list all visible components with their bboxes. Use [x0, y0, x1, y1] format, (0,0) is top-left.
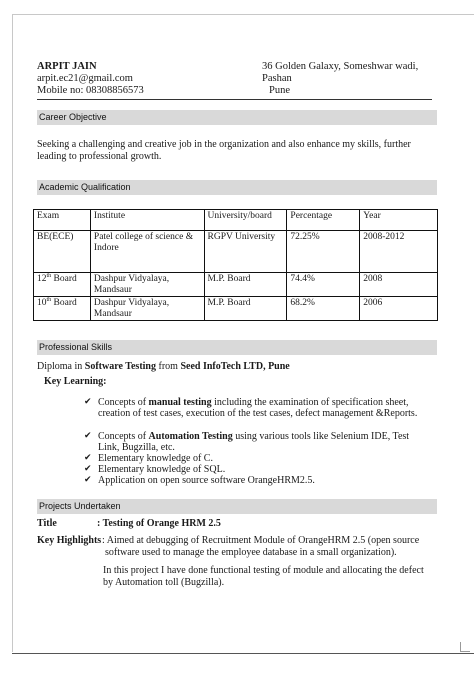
list-item — [84, 397, 444, 419]
highlight-1 — [102, 535, 445, 559]
section-professional-skills: Professional Skills — [37, 340, 437, 355]
skills-list-a — [84, 397, 444, 419]
cell-board: RGPV University — [204, 231, 287, 273]
col-header-exam: Exam — [34, 210, 91, 231]
address-block — [262, 61, 442, 97]
section-projects-undertaken: Projects Undertaken — [37, 499, 437, 514]
table-row — [34, 273, 438, 297]
contact-block — [37, 61, 144, 97]
col-header-percentage: Percentage — [287, 210, 360, 231]
checkmark-icon: ✔ — [84, 431, 92, 441]
cell-exam: BE(ECE) — [34, 231, 91, 273]
section-career-objective: Career Objective — [37, 110, 437, 125]
cell-institute — [90, 297, 204, 321]
address-line-2: Pune — [269, 85, 290, 96]
diploma-prefix: Diploma in — [37, 361, 85, 372]
institute-line-2: Mandsaur — [93, 284, 132, 295]
career-line-1: Seeking a challenging and creative job in the organization and also enhance my skills, further — [37, 139, 411, 150]
mobile-text: Mobile no: 08308856573 — [37, 85, 144, 96]
bullet-text: Elementary knowledge of C. — [98, 453, 213, 464]
bullet-bold: manual testing — [148, 397, 212, 408]
highlight-1-line-1: : Aimed at debugging of Recruitment Module of OrangeHRM 2.5 (open source — [102, 535, 420, 546]
institute-line-1: Dashpur Vidyalaya, — [93, 298, 170, 308]
page-border-top — [12, 14, 474, 15]
cell-institute — [90, 231, 204, 273]
institute-line-1: Patel college of science & — [93, 232, 194, 242]
cell-percentage: 68.2% — [287, 297, 360, 321]
project-title-label: Title — [37, 518, 57, 529]
list-item — [84, 464, 444, 475]
exam-board: Board — [51, 298, 77, 308]
highlight-2-line-1: In this project I have done functional testing of module and allocating the defect — [103, 565, 424, 576]
skills-list-b — [84, 431, 444, 486]
key-highlights-label: Key Highlights — [37, 535, 102, 546]
list-item — [84, 475, 444, 486]
highlight-2 — [103, 565, 443, 589]
bullet-text: Concepts of — [98, 431, 149, 442]
section-academic-qualification: Academic Qualification — [37, 180, 437, 195]
header-divider — [37, 99, 432, 100]
bullet-text: creation of test cases, execution of the test cases, defect management &Reports. — [98, 408, 418, 419]
exam-number: 10 — [37, 298, 47, 308]
page-border-bottom — [12, 653, 474, 654]
career-objective-text — [37, 139, 442, 163]
page-border-left — [12, 14, 13, 652]
cell-year: 2008-2012 — [360, 231, 438, 273]
col-header-university: University/board — [204, 210, 287, 231]
key-learning-label: Key Learning: — [44, 376, 107, 387]
highlight-2-line-2: by Automation toll (Bugzilla). — [103, 577, 225, 588]
cell-year: 2006 — [360, 297, 438, 321]
table-header-row — [34, 210, 438, 231]
cell-year: 2008 — [360, 273, 438, 297]
institute-line-2: Mandsaur — [93, 308, 132, 319]
bullet-text: Elementary knowledge of SQL. — [98, 464, 226, 475]
bullet-text: including the examination of specification sheet, — [211, 397, 409, 408]
highlight-1-line-2: software used to manage the employee database in a small organization). — [105, 547, 397, 558]
address-line-1: 36 Golden Galaxy, Someshwar wadi, Pashan — [262, 61, 419, 84]
cell-board: M.P. Board — [204, 273, 287, 297]
bullet-text: Link, Bugzilla, etc. — [98, 442, 175, 453]
table-row — [34, 297, 438, 321]
cell-percentage: 74.4% — [287, 273, 360, 297]
bullet-text: using various tools like Selenium IDE, Test — [232, 431, 410, 442]
exam-board: Board — [51, 274, 77, 284]
checkmark-icon: ✔ — [84, 453, 92, 463]
academic-table — [33, 209, 438, 321]
exam-number: 12 — [37, 274, 47, 284]
cell-exam — [34, 273, 91, 297]
table-row — [34, 231, 438, 273]
diploma-course: Software Testing — [84, 361, 156, 372]
exam-suffix: th — [46, 296, 52, 303]
bullet-bold: Automation Testing — [148, 431, 233, 442]
diploma-from: from — [156, 361, 181, 372]
institute-line-2: Indore — [93, 242, 119, 253]
institute-line-1: Dashpur Vidyalaya, — [93, 274, 170, 284]
cell-exam — [34, 297, 91, 321]
list-item — [84, 431, 444, 453]
bullet-text: Application on open source software OrangeHRM2.5. — [98, 475, 315, 486]
col-header-year: Year — [360, 210, 438, 231]
list-item — [84, 453, 444, 464]
email-text: arpit.ec21@gmail.com — [37, 73, 133, 84]
career-line-2: leading to professional growth. — [37, 151, 162, 162]
checkmark-icon: ✔ — [84, 397, 92, 407]
candidate-name: ARPIT JAIN — [37, 61, 97, 72]
cell-board: M.P. Board — [204, 297, 287, 321]
diploma-institute: Seed InfoTech LTD, Pune — [180, 361, 290, 372]
diploma-line — [37, 361, 437, 373]
page-corner — [460, 642, 470, 652]
exam-suffix: th — [46, 272, 52, 279]
checkmark-icon: ✔ — [84, 464, 92, 474]
cell-percentage: 72.25% — [287, 231, 360, 273]
checkmark-icon: ✔ — [84, 475, 92, 485]
bullet-text: Concepts of — [98, 397, 149, 408]
project-title-value: : Testing of Orange HRM 2.5 — [97, 518, 221, 529]
col-header-institute: Institute — [90, 210, 204, 231]
cell-institute — [90, 273, 204, 297]
